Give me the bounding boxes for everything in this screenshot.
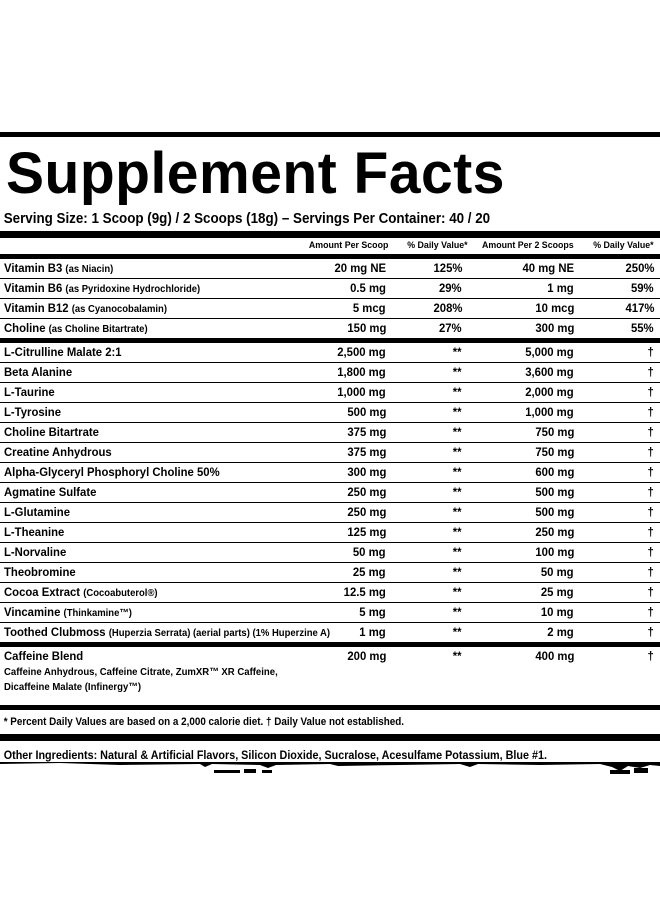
vitamin-amount-2: 10 mcg (535, 301, 574, 315)
vitamin-dv-2: 59% (631, 281, 654, 295)
ingredient-amount-2: 5,000 mg (525, 345, 574, 359)
ingredient-name-text: Choline Bitartrate (4, 425, 99, 439)
ingredient-dv-2: † (647, 585, 654, 599)
ingredient-row (0, 523, 660, 543)
ingredient-name (4, 523, 64, 542)
ingredient-row (0, 543, 660, 563)
vitamin-row (0, 279, 660, 299)
ingredient-amount-2: 600 mg (535, 465, 574, 479)
ingredient-name-text: L-Taurine (4, 385, 55, 399)
ingredient-name-text: Alpha-Glyceryl Phosphoryl Choline 50% (4, 465, 220, 479)
ingredients-section (0, 343, 660, 642)
ingredient-name (4, 603, 132, 623)
vitamin-name-text: Vitamin B6 (4, 281, 63, 295)
ingredient-amount-1: 375 mg (347, 425, 386, 439)
ingredient-row (0, 363, 660, 383)
ingredient-name-text: L-Citrulline Malate 2:1 (4, 345, 122, 359)
ingredient-amount-1: 1,000 mg (337, 385, 386, 399)
ingredient-amount-2: 500 mg (535, 505, 574, 519)
ingredient-note: (Thinkamine™) (63, 608, 132, 619)
ingredient-name-text: Agmatine Sulfate (4, 485, 97, 499)
ingredient-amount-2: 2 mg (547, 625, 574, 639)
bottom-divider (0, 734, 660, 741)
footnote: * Percent Daily Values are based on a 2,000 calorie diet. † Daily Value not established. (3, 716, 405, 728)
ingredient-amount-2: 100 mg (535, 545, 574, 559)
ingredient-dv-2: † (647, 625, 654, 639)
ingredient-amount-2: 250 mg (535, 525, 574, 539)
ingredient-note: (Cocoabuterol®) (83, 588, 158, 599)
ingredient-name (4, 363, 72, 382)
vitamin-amount-2: 300 mg (535, 321, 574, 335)
ingredient-name-text: L-Glutamine (4, 505, 70, 519)
ingredient-row (0, 343, 660, 363)
ingredient-amount-1: 5 mg (359, 605, 386, 619)
caffeine-amount-2: 400 mg (535, 649, 574, 663)
ingredient-row (0, 603, 660, 623)
supplement-facts-label (0, 132, 660, 767)
vitamin-dv-2: 417% (625, 301, 654, 315)
ingredient-amount-1: 50 mg (353, 545, 386, 559)
vitamin-row (0, 299, 660, 319)
vitamin-dv-2: 55% (631, 321, 654, 335)
ingredient-amount-1: 25 mg (353, 565, 386, 579)
ingredient-amount-1: 500 mg (347, 405, 386, 419)
vitamin-name (4, 259, 113, 279)
ingredient-name (4, 583, 158, 603)
ingredient-dv-2: † (647, 385, 654, 399)
ingredient-dv-2: † (647, 365, 654, 379)
vitamin-name (4, 279, 200, 299)
vitamin-row (0, 259, 660, 279)
vitamin-row (0, 319, 660, 338)
ingredient-name (4, 483, 96, 502)
ingredient-amount-2: 750 mg (535, 425, 574, 439)
ingredient-dv-1: ** (453, 405, 462, 419)
ingredient-amount-1: 2,500 mg (337, 345, 386, 359)
vitamin-dv-1: 27% (439, 321, 462, 335)
ingredient-amount-2: 3,600 mg (525, 365, 574, 379)
ingredient-name-text: Toothed Clubmoss (4, 625, 106, 639)
thick-divider (0, 231, 660, 238)
caffeine-dv-2: † (647, 649, 654, 663)
ingredient-amount-1: 1 mg (359, 625, 386, 639)
ingredient-name (4, 403, 61, 422)
ingredient-dv-2: † (647, 505, 654, 519)
vitamin-name (4, 299, 167, 319)
ingredient-dv-1: ** (453, 545, 462, 559)
ingredient-row (0, 623, 660, 642)
vitamin-note: (as Choline Bitartrate) (48, 324, 148, 335)
vitamin-amount-1: 0.5 mg (350, 281, 386, 295)
ingredient-amount-1: 125 mg (347, 525, 386, 539)
label-title: Supplement Facts (6, 141, 505, 207)
vitamin-dv-1: 125% (433, 261, 462, 275)
ingredient-amount-2: 2,000 mg (525, 385, 574, 399)
ingredient-row (0, 403, 660, 423)
vitamin-amount-1: 5 mcg (353, 301, 386, 315)
ingredient-amount-2: 10 mg (541, 605, 574, 619)
ingredient-dv-2: † (647, 485, 654, 499)
caffeine-blend-components (4, 665, 278, 695)
ingredient-amount-2: 500 mg (535, 485, 574, 499)
caffeine-amount-1: 200 mg (347, 649, 386, 663)
ingredient-name (4, 443, 112, 462)
ingredient-name (4, 423, 99, 442)
torn-edge-decoration (0, 762, 660, 802)
vitamin-amount-2: 1 mg (547, 281, 574, 295)
ingredient-name-text: Vincamine (4, 605, 61, 619)
other-ingredients-text: Natural & Artificial Flavors, Silicon Dioxide, Sucralose, Acesulfame Potassium, Blue #1. (97, 749, 547, 762)
vitamin-name-text: Choline (4, 321, 46, 335)
ingredient-amount-1: 375 mg (347, 445, 386, 459)
serving-info: Serving Size: 1 Scoop (9g) / 2 Scoops (18g) – Servings Per Container: 40 / 20 (3, 211, 491, 227)
ingredient-dv-1: ** (453, 505, 462, 519)
header-daily-value-1: % Daily Value* (407, 240, 468, 251)
caffeine-dv-1: ** (453, 649, 462, 663)
ingredient-amount-2: 750 mg (535, 445, 574, 459)
ingredient-name-text: Theobromine (4, 565, 76, 579)
ingredient-dv-2: † (647, 565, 654, 579)
ingredient-dv-1: ** (453, 445, 462, 459)
ingredient-dv-2: † (647, 465, 654, 479)
ingredient-name (4, 503, 70, 522)
ingredient-dv-1: ** (453, 605, 462, 619)
ingredient-dv-2: † (647, 605, 654, 619)
ingredient-amount-1: 250 mg (347, 485, 386, 499)
vitamin-amount-2: 40 mg NE (522, 261, 574, 275)
vitamin-amount-1: 150 mg (347, 321, 386, 335)
caffeine-row (0, 647, 660, 705)
ingredient-dv-2: † (647, 405, 654, 419)
caffeine-sub-line-2: Dicaffeine Malate (Infinergy™) (4, 682, 142, 693)
ingredient-note: (Huperzia Serrata) (aerial parts) (1% Huperzine A) (108, 628, 331, 639)
ingredient-name (4, 463, 220, 482)
caffeine-sub-line-1: Caffeine Anhydrous, Caffeine Citrate, ZumXR™ XR Caffeine, (4, 667, 278, 678)
ingredient-row (0, 583, 660, 603)
ingredient-amount-1: 300 mg (347, 465, 386, 479)
ingredient-name-text: L-Theanine (4, 525, 65, 539)
ingredient-dv-2: † (647, 425, 654, 439)
ingredient-row (0, 463, 660, 483)
ingredient-dv-1: ** (453, 365, 462, 379)
ingredient-name (4, 383, 55, 402)
ingredient-amount-2: 50 mg (541, 565, 574, 579)
other-ingredients-label: Other Ingredients: (3, 749, 98, 762)
ingredient-name-text: L-Norvaline (4, 545, 67, 559)
ingredient-amount-1: 1,800 mg (337, 365, 386, 379)
ingredient-name (4, 563, 76, 582)
ingredient-row (0, 503, 660, 523)
header-amount-per-scoop: Amount Per Scoop (308, 240, 388, 251)
ingredient-name (4, 343, 122, 362)
ingredient-row (0, 563, 660, 583)
vitamin-dv-1: 29% (439, 281, 462, 295)
ingredient-name-text: Creatine Anhydrous (4, 445, 112, 459)
ingredient-dv-1: ** (453, 385, 462, 399)
column-headers (0, 238, 660, 254)
ingredient-name-text: Cocoa Extract (4, 585, 81, 599)
ingredient-amount-1: 250 mg (347, 505, 386, 519)
ingredient-dv-2: † (647, 525, 654, 539)
ingredient-dv-1: ** (453, 525, 462, 539)
vitamin-note: (as Cyanocobalamin) (71, 304, 167, 315)
ingredient-amount-2: 25 mg (541, 585, 574, 599)
vitamin-name-text: Vitamin B12 (4, 301, 69, 315)
vitamin-amount-1: 20 mg NE (334, 261, 386, 275)
vitamin-note: (as Pyridoxine Hydrochloride) (65, 284, 201, 295)
ingredient-row (0, 483, 660, 503)
ingredient-amount-2: 1,000 mg (525, 405, 574, 419)
ingredient-dv-2: † (647, 445, 654, 459)
ingredient-amount-1: 12.5 mg (343, 585, 386, 599)
ingredient-row (0, 443, 660, 463)
caffeine-name: Caffeine Blend (4, 649, 84, 663)
ingredient-row (0, 383, 660, 403)
ingredient-name (4, 543, 66, 562)
ingredient-name-text: Beta Alanine (4, 365, 73, 379)
vitamin-name-text: Vitamin B3 (4, 261, 63, 275)
ingredient-dv-1: ** (453, 485, 462, 499)
ingredient-dv-1: ** (453, 425, 462, 439)
vitamin-note: (as Niacin) (65, 264, 114, 275)
ingredient-row (0, 423, 660, 443)
ingredient-dv-2: † (647, 545, 654, 559)
header-amount-per-2-scoops: Amount Per 2 Scoops (482, 240, 574, 251)
ingredient-dv-1: ** (453, 625, 462, 639)
ingredient-dv-1: ** (453, 465, 462, 479)
ingredient-name-text: L-Tyrosine (4, 405, 61, 419)
ingredient-dv-2: † (647, 345, 654, 359)
vitamin-dv-1: 208% (433, 301, 462, 315)
header-daily-value-2: % Daily Value* (593, 240, 654, 251)
vitamin-name (4, 319, 148, 339)
ingredient-dv-1: ** (453, 565, 462, 579)
ingredient-name (4, 623, 330, 643)
ingredient-dv-1: ** (453, 585, 462, 599)
ingredient-dv-1: ** (453, 345, 462, 359)
vitamins-section (0, 259, 660, 338)
vitamin-dv-2: 250% (625, 261, 654, 275)
